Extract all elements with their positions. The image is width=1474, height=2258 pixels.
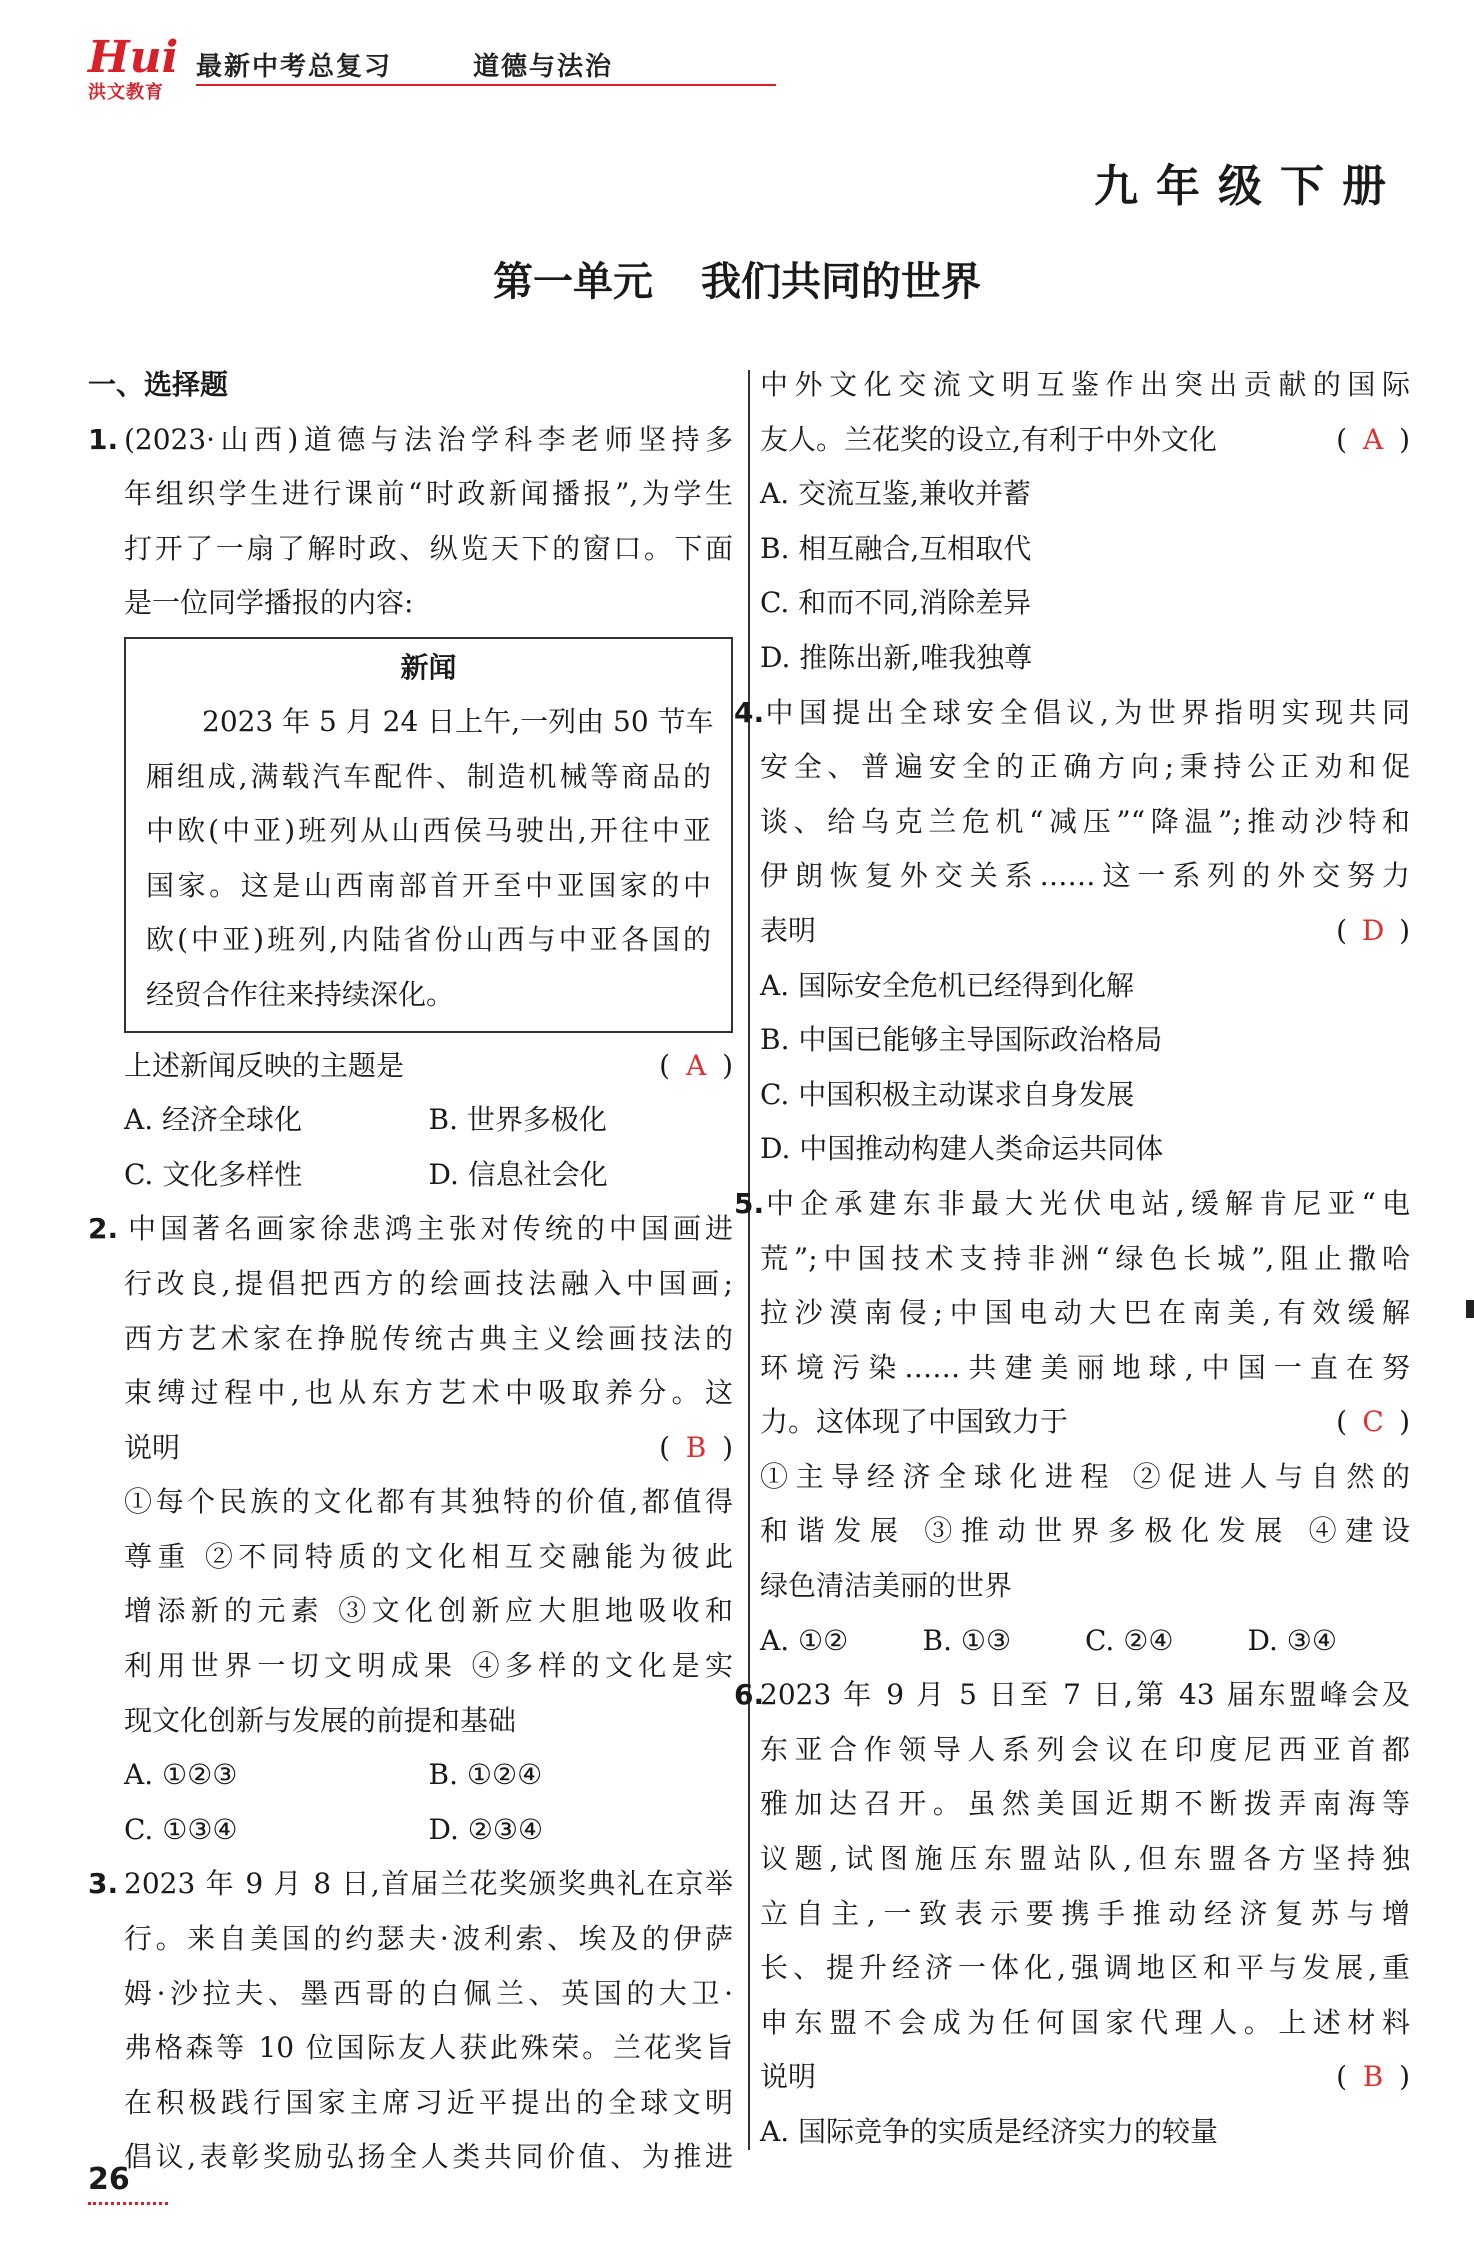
question-line: 在积极践行国家主席习近平提出的全球文明: [124, 2085, 733, 2119]
question-stem: 上述新闻反映的主题是 ( A ): [88, 1039, 733, 1094]
question-number: 2.: [88, 1212, 119, 1246]
question-line: 行。来自美国的约瑟夫·波利索、埃及的伊萨: [124, 1922, 733, 1956]
page-edge-mark: [1466, 1300, 1474, 1318]
news-box: [124, 637, 733, 1033]
question-line: 安全、普遍安全的正确方向;秉持公正劝和促: [760, 750, 1410, 784]
right-column: [734, 358, 1410, 2160]
options-row: [88, 1748, 733, 1803]
question-line: 行改良,提倡把西方的绘画技法融入中国画;: [124, 1266, 733, 1300]
page-number-underline: [88, 2202, 168, 2205]
option: C. 中国积极主动谋求自身发展: [760, 1077, 1135, 1111]
question-line: 谈、给乌克兰危机“减压”“降温”;推动沙特和: [760, 804, 1410, 838]
statement-line: 尊重 ②不同特质的文化相互交融能为彼此: [124, 1539, 733, 1573]
question-line: 弗格森等 10 位国际友人获此殊荣。兰花奖旨: [124, 2031, 733, 2065]
grade-title: 九年级下册: [1094, 161, 1404, 212]
option: A. ①②③: [124, 1758, 238, 1792]
question-number: 3.: [88, 1867, 119, 1901]
question-line: 伊朗恢复外交关系……这一系列的外交努力: [760, 859, 1410, 893]
statement-line: 增添新的元素 ③文化创新应大胆地吸收和: [124, 1594, 733, 1628]
question-line: 1. (2023·山西)道德与法治学科李老师坚持多: [88, 413, 733, 468]
question-stem: 表明 ( D ): [760, 904, 1410, 959]
option: B. ①③: [922, 1623, 1012, 1657]
question-line: 6.2023 年 9 月 5 日至 7 日,第 43 届东盟峰会及: [760, 1668, 1410, 1723]
statement-line: 和谐发展 ③推动世界多极化发展 ④建设: [760, 1514, 1410, 1548]
options-row: [760, 1614, 1410, 1669]
option: A. 交流互鉴,兼收并蓄: [760, 477, 1031, 511]
question-line: 环境污染……共建美丽地球,中国一直在努: [760, 1350, 1410, 1384]
option: C. ①③④: [124, 1812, 238, 1846]
question-3: [88, 1857, 733, 2185]
question-line: 5.中企承建东非最大光伏电站,缓解肯尼亚“电: [760, 1177, 1410, 1232]
question-5: [734, 1177, 1410, 1668]
answer-bracket: ( B ): [659, 1421, 733, 1476]
statement-line: 利用世界一切文明成果 ④多样的文化是实: [124, 1649, 733, 1683]
statement-line: ①主导经济全球化进程 ②促进人与自然的: [760, 1459, 1410, 1493]
unit-title: [0, 250, 1474, 307]
news-line: 中欧(中亚)班列从山西侯马驶出,开往中亚: [146, 814, 711, 848]
question-line: 荒”;中国技术支持非洲“绿色长城”,阻止撒哈: [760, 1241, 1410, 1275]
answer-bracket: ( A ): [659, 1039, 733, 1094]
answer-letter: B: [1362, 2060, 1384, 2094]
question-number: 5.: [734, 1186, 765, 1220]
column-divider: [748, 370, 750, 2150]
question-stem: 友人。兰花奖的设立,有利于中外文化 ( A ): [760, 413, 1410, 468]
answer-letter: A: [1362, 422, 1384, 456]
question-line: 东亚合作领导人系列会议在印度尼西亚首都: [760, 1732, 1410, 1766]
statement-line: ①每个民族的文化都有其独特的价值,都值得: [124, 1485, 733, 1519]
option: D. 中国推动构建人类命运共同体: [760, 1132, 1164, 1166]
answer-bracket: ( D ): [1336, 904, 1410, 959]
question-line: 年组织学生进行课前“时政新闻播报”,为学生: [124, 477, 733, 511]
question-number: 1.: [88, 422, 119, 456]
option: D. ②③④: [428, 1812, 544, 1846]
question-line: 4.中国提出全球安全倡议,为世界指明实现共同: [760, 686, 1410, 741]
option: D. 信息社会化: [428, 1157, 608, 1191]
option: B. ①②④: [428, 1758, 543, 1792]
question-line: 束缚过程中,也从东方艺术中吸取养分。这: [124, 1376, 733, 1410]
question-line: 姆·沙拉夫、墨西哥的白佩兰、英国的大卫·: [124, 1976, 733, 2010]
option: B. 相互融合,互相取代: [760, 531, 1032, 565]
question-3-continued: [760, 358, 1410, 686]
question-line: 长、提升经济一体化,强调地区和平与发展,重: [760, 1951, 1410, 1985]
question-line: 西方艺术家在挣脱传统古典主义绘画技法的: [124, 1321, 733, 1355]
question-line: 中外文化交流文明互鉴作出突出贡献的国际: [760, 368, 1410, 401]
question-line: 是一位同学播报的内容:: [124, 586, 414, 620]
news-line: 欧(中亚)班列,内陆省份山西与中亚各国的: [146, 923, 711, 957]
question-6: [734, 1668, 1410, 2159]
page-header: [88, 32, 688, 103]
left-column: [88, 358, 733, 2185]
brand-logo: Hui: [88, 32, 179, 83]
unit-label: 第一单元: [493, 259, 653, 305]
option: B. 中国已能够主导国际政治格局: [760, 1023, 1163, 1057]
option: D. 推陈出新,唯我独尊: [760, 640, 1033, 674]
answer-letter: B: [685, 1430, 707, 1464]
options-row: [88, 1093, 733, 1148]
question-number: 6.: [734, 1678, 765, 1712]
question-line: 议题,试图施压东盟站队,但东盟各方坚持独: [760, 1842, 1410, 1876]
news-line: 国家。这是山西南部首开至中亚国家的中: [146, 868, 711, 902]
unit-name: 我们共同的世界: [701, 259, 981, 305]
question-stem: 说明 ( B ): [760, 2050, 1410, 2105]
news-line: 厢组成,满载汽车配件、制造机械等商品的: [146, 759, 711, 793]
question-line: 申东盟不会成为任何国家代理人。上述材料: [760, 2005, 1410, 2039]
option: C. 和而不同,消除差异: [760, 586, 1032, 620]
question-line: 倡议,表彰奖励弘扬全人类共同价值、为推进: [124, 2140, 733, 2174]
header-rule: [196, 84, 776, 86]
page-number: 26: [88, 2162, 130, 2197]
question-2: [88, 1202, 733, 1857]
options-row: [88, 1148, 733, 1203]
news-title: 新闻: [400, 650, 457, 684]
question-line: 3. 2023 年 9 月 8 日,首届兰花奖颁奖典礼在京举: [88, 1857, 733, 1912]
question-1: [88, 413, 733, 1203]
answer-bracket: ( A ): [1336, 413, 1410, 468]
book-title: 最新中考总复习: [196, 52, 393, 82]
question-line: 雅加达召开。虽然美国近期不断拨弄南海等: [760, 1787, 1410, 1821]
option: A. 经济全球化: [124, 1103, 303, 1137]
question-line: 2. 中国著名画家徐悲鸿主张对传统的中国画进: [88, 1202, 733, 1257]
answer-letter: A: [685, 1048, 707, 1082]
option: A. ①②: [760, 1623, 849, 1657]
subject-title: 道德与法治: [473, 52, 614, 82]
section-title: 一、选择题: [88, 368, 229, 401]
question-stem: 力。这体现了中国致力于 ( C ): [760, 1395, 1410, 1450]
option: D. ③④: [1247, 1623, 1337, 1657]
question-4: [734, 686, 1410, 1177]
answer-letter: C: [1362, 1405, 1384, 1439]
question-line: 立自主,一致表示要携手推动经济复苏与增: [760, 1896, 1410, 1930]
news-line: 2023 年 5 月 24 日上午,一列由 50 节车: [202, 704, 714, 738]
option: C. ②④: [1085, 1623, 1174, 1657]
option: C. 文化多样性: [124, 1157, 303, 1191]
options-row: [88, 1803, 733, 1858]
option: B. 世界多极化: [428, 1103, 607, 1137]
question-stem: 说明 ( B ): [88, 1421, 733, 1476]
answer-letter: D: [1361, 913, 1385, 947]
brand-name: 洪文教育: [88, 82, 164, 103]
question-number: 4.: [734, 695, 765, 729]
statement-line: 绿色清洁美丽的世界: [760, 1569, 1013, 1603]
option: A. 国际竞争的实质是经济实力的较量: [760, 2115, 1219, 2148]
answer-bracket: ( B ): [1336, 2050, 1410, 2105]
question-line: 拉沙漠南侵;中国电动大巴在南美,有效缓解: [760, 1296, 1410, 1330]
question-line: 打开了一扇了解时政、纵览天下的窗口。下面: [124, 531, 733, 565]
news-line: 经贸合作往来持续深化。: [146, 977, 455, 1011]
option: A. 国际安全危机已经得到化解: [760, 968, 1135, 1002]
statement-line: 现文化创新与发展的前提和基础: [124, 1703, 517, 1737]
answer-bracket: ( C ): [1336, 1395, 1410, 1450]
